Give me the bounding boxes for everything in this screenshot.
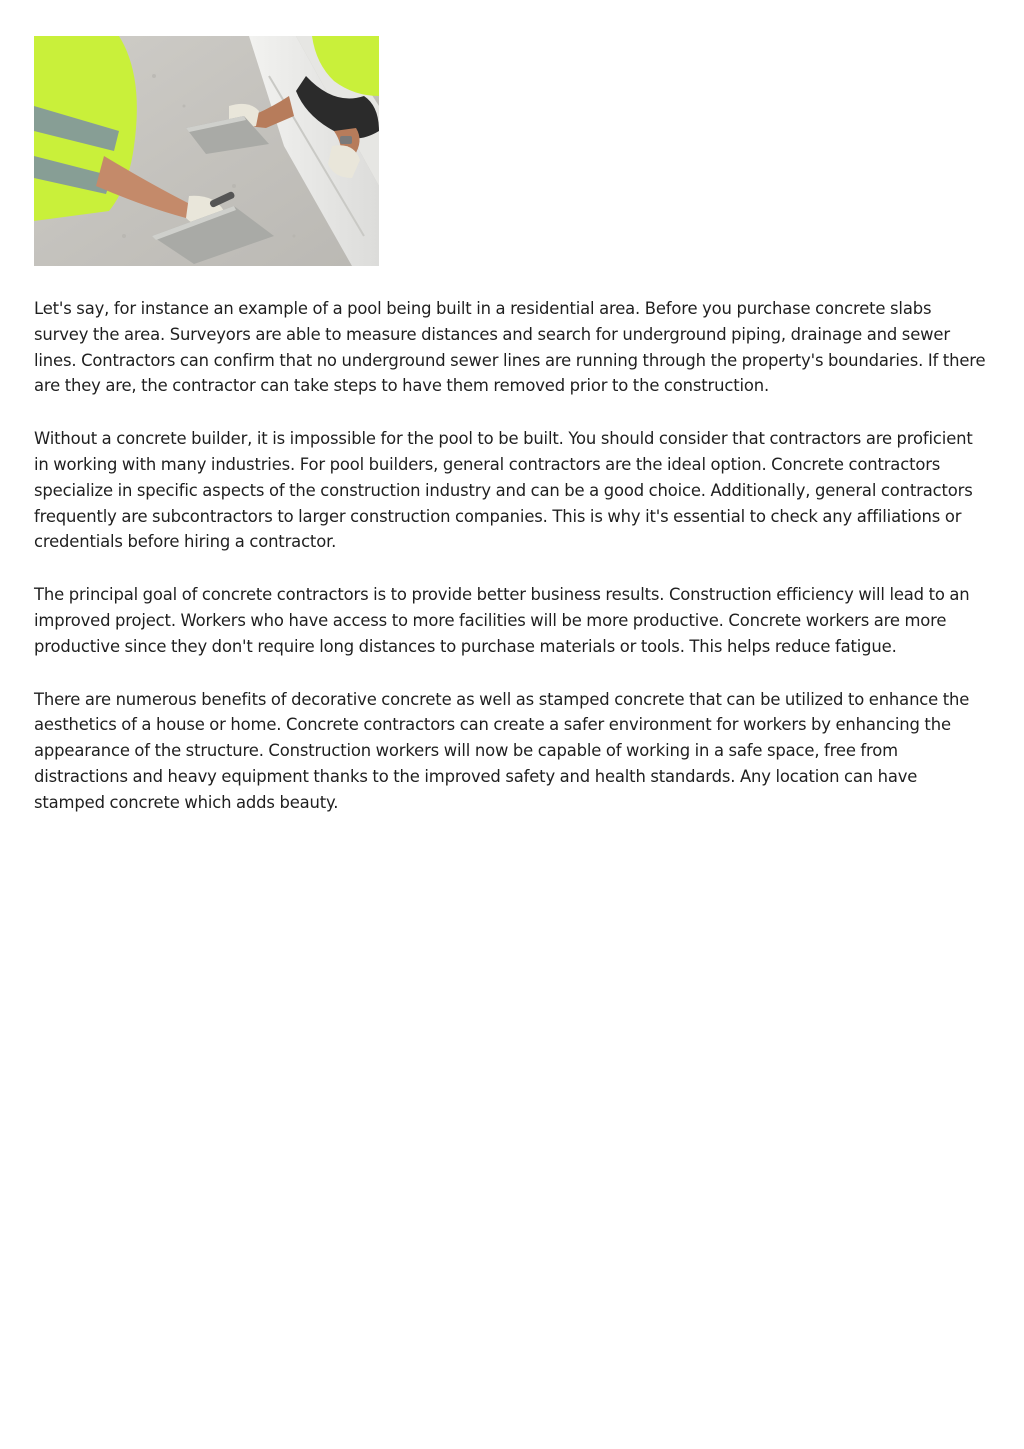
article-paragraph-3: The principal goal of concrete contractors is to provide better business results. Construction efficiency will lead to an improved project. Workers who have access to more facilities will be more productive. Concrete workers are more productive since they don't require long distances to purchase materials or tools. This helps reduce fatigue.: [34, 585, 970, 656]
concrete-workers-photo: [34, 36, 379, 266]
article-body: [34, 296, 990, 843]
article-paragraph-4: There are numerous benefits of decorative concrete as well as stamped concrete that can be utilized to enhance the aesthetics of a house or home. Concrete contractors can create a safer environment for workers by enhancing the appearance of the structure. Construction workers will now be capable of working in a safe space, free from distractions and heavy equipment thanks to the improved safety and health standards. Any location can have stamped concrete which adds beauty.: [34, 689, 970, 812]
article-paragraph-1: Let's say, for instance an example of a pool being built in a residential area. Before you purchase concrete slabs survey the area. Surveyors are able to measure distances and search for underground piping, drainage and sewer lines. Contractors can confirm that no underground sewer lines are running through the property's boundaries. If there are they are, the contractor can take steps to have them removed prior to the construction.: [34, 299, 986, 396]
article-paragraph-2: Without a concrete builder, it is impossible for the pool to be built. You should consider that contractors are proficient in working with many industries. For pool builders, general contractors are the ideal option. Concrete contractors specialize in specific aspects of the construction industry and can be a good choice. Additionally, general contractors frequently are subcontractors to larger construction companies. This is why it's essential to check any affiliations or credentials before hiring a contractor.: [34, 429, 973, 552]
photo-illustration: [34, 36, 379, 266]
